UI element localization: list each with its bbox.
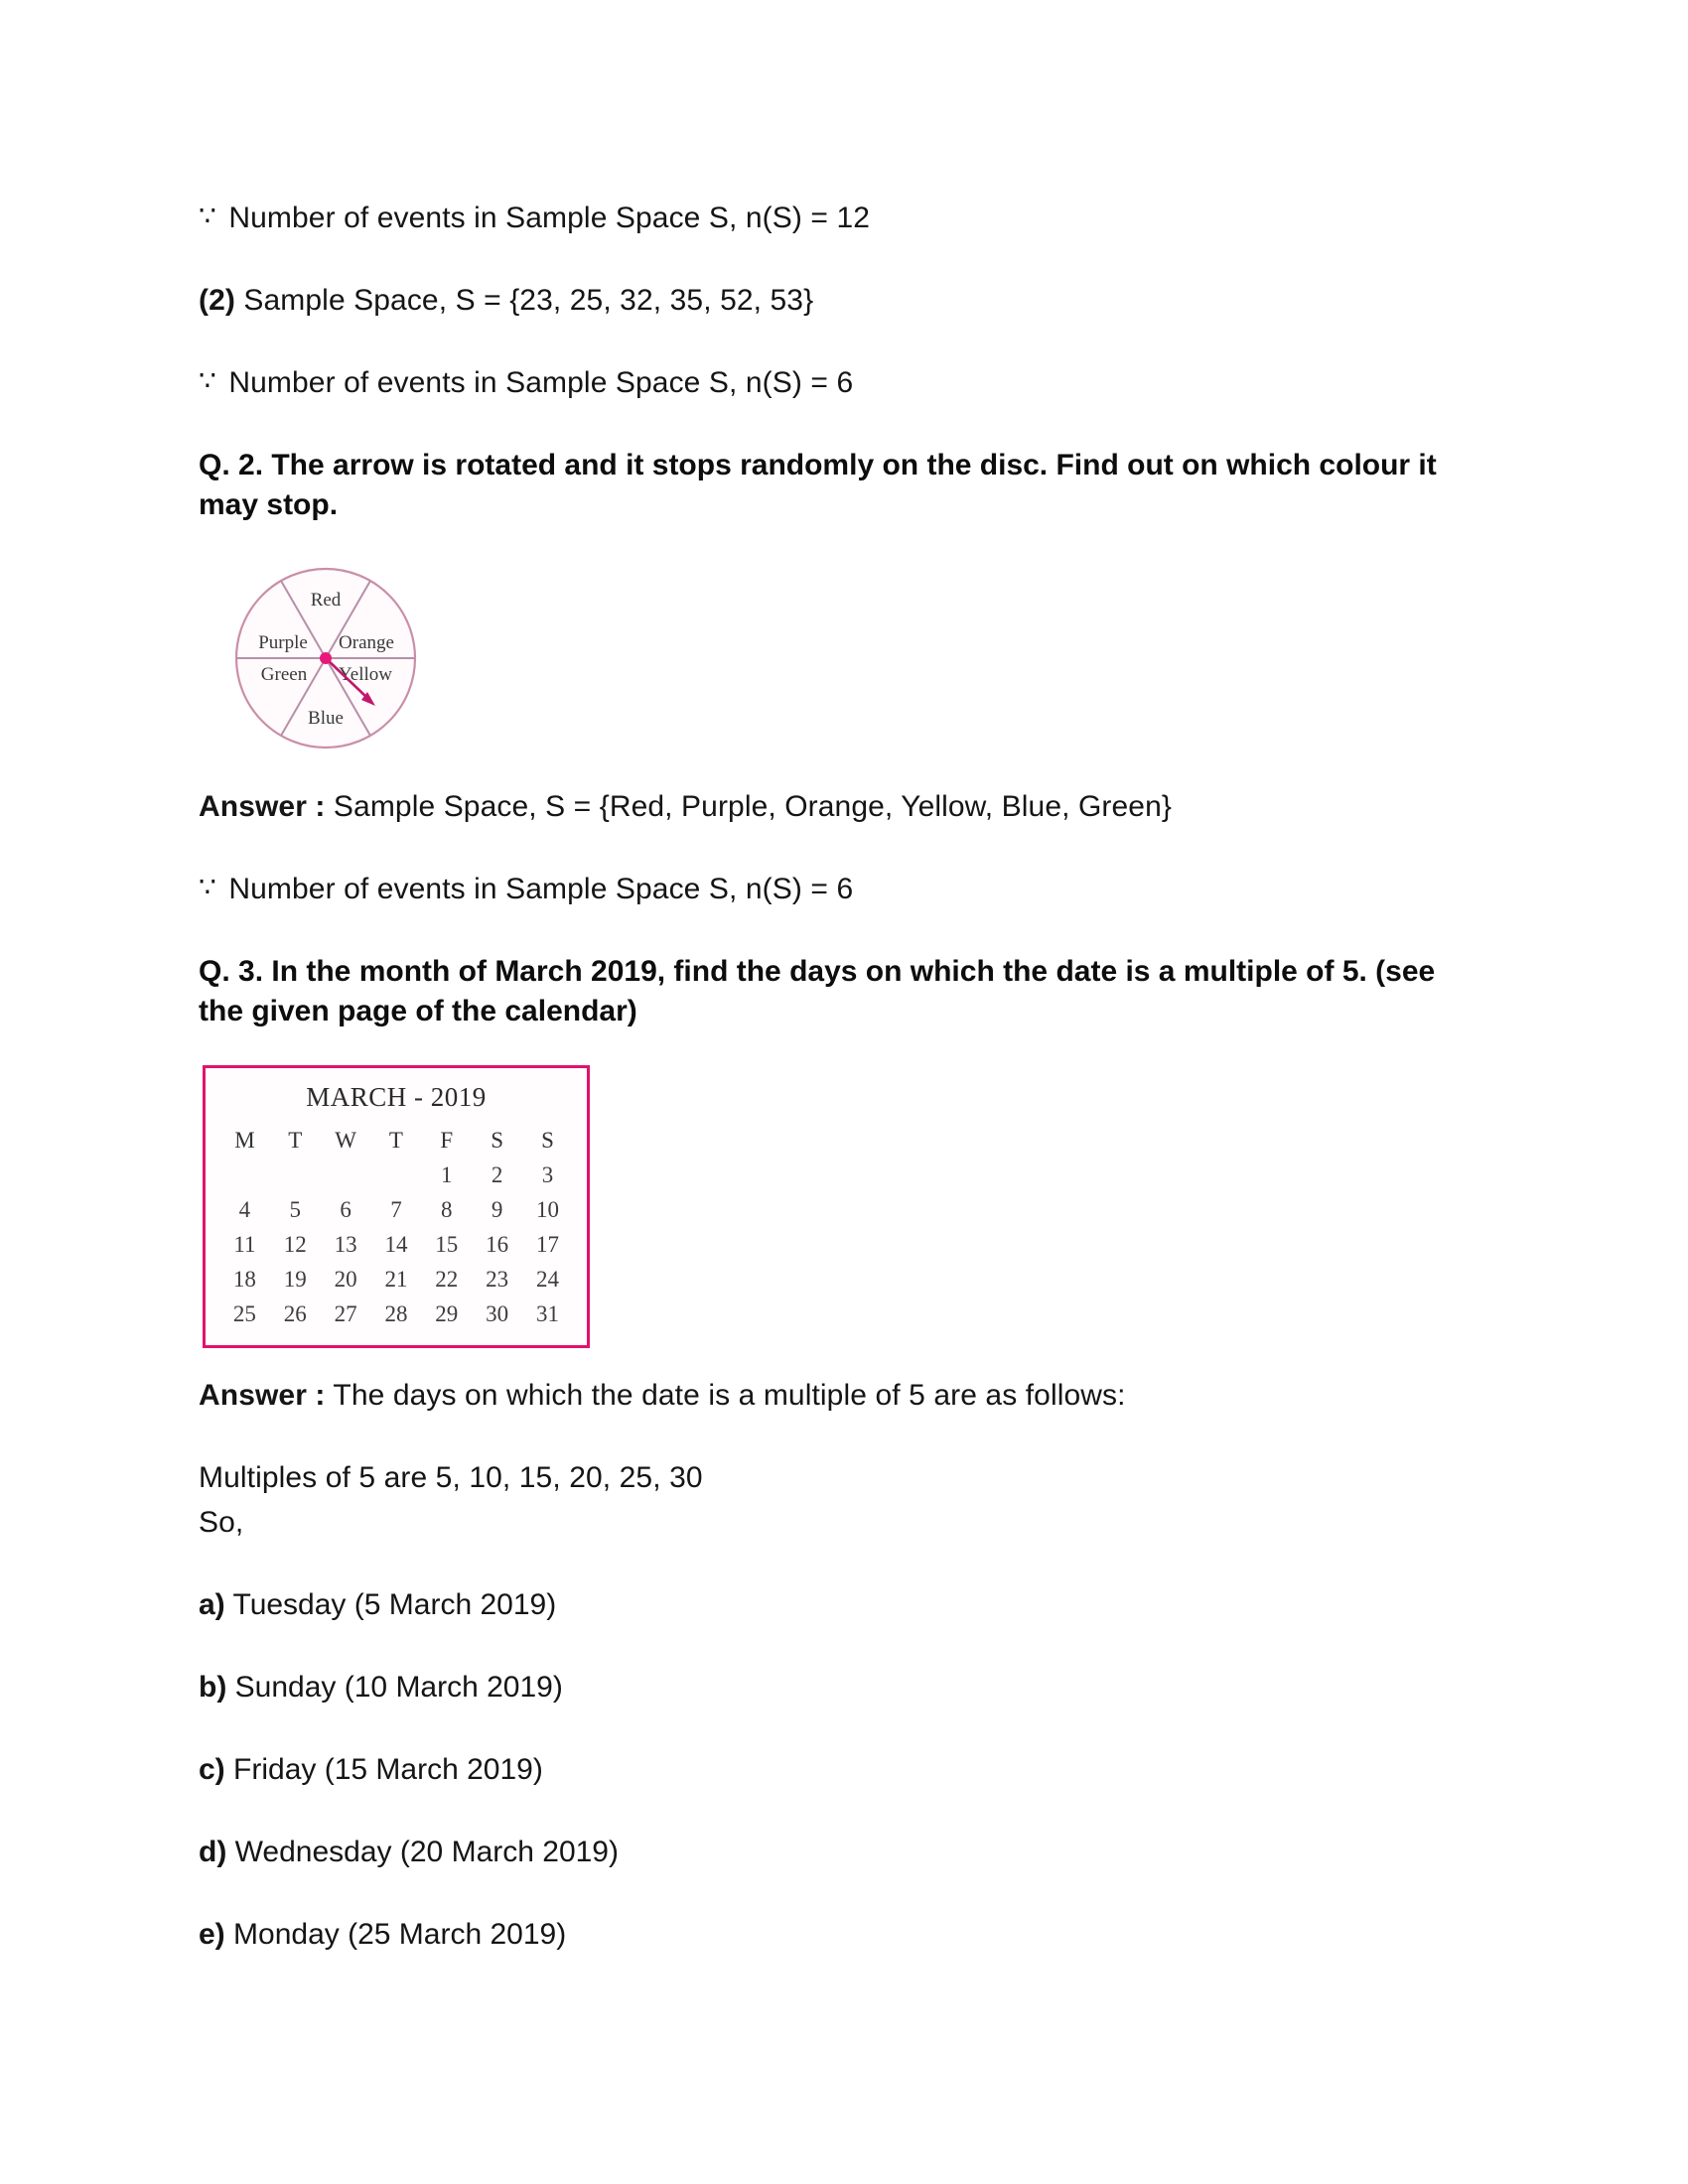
- page-content: [199, 199, 1479, 1997]
- spinner-label-blue: Blue: [308, 707, 344, 729]
- calendar-day-cell: 21: [384, 1266, 408, 1292]
- list-item: [199, 1833, 1479, 1871]
- calendar-week-row: [219, 1262, 573, 1297]
- list-marker: b): [199, 1670, 227, 1704]
- list-text: Monday (25 March 2019): [224, 1917, 567, 1951]
- calendar-day-cell: [219, 1158, 270, 1192]
- calendar-day-cell: 14: [384, 1231, 408, 1257]
- calendar-day-cell: 11: [233, 1231, 256, 1257]
- list-text: Friday (15 March 2019): [224, 1752, 543, 1786]
- question-3-heading: Q. 3. In the month of March 2019, find the days on which the date is a multiple of 5. (see the given page of the calendar): [199, 954, 1436, 1027]
- calendar-day-cell: 3: [541, 1161, 554, 1187]
- calendar-header-cell: T: [388, 1127, 403, 1153]
- spinner-label-yellow: Yellow: [338, 663, 393, 685]
- calendar-header-cell: T: [288, 1127, 303, 1153]
- spinner-label-purple: Purple: [258, 631, 308, 653]
- spinner-disc-svg: [226, 559, 425, 757]
- spinner-label-orange: Orange: [339, 631, 394, 653]
- multiples-line: Multiples of 5 are 5, 10, 15, 20, 25, 30: [199, 1460, 703, 1494]
- calendar-day-cell: 4: [238, 1196, 251, 1222]
- calendar-day-cell: 10: [536, 1196, 560, 1222]
- calendar-header-row: [219, 1123, 573, 1158]
- calendar-day-cell: 24: [536, 1266, 560, 1292]
- because-symbol: ∵: [199, 365, 216, 396]
- item-number: (2): [199, 284, 235, 317]
- so-line: So,: [199, 1505, 244, 1539]
- list-item: [199, 1668, 1479, 1706]
- list-text: Sunday (10 March 2019): [226, 1670, 563, 1704]
- calendar-day-cell: 2: [491, 1161, 503, 1187]
- calendar-title: MARCH - 2019: [306, 1081, 487, 1112]
- line-sample-space-count-6a: [199, 363, 1479, 402]
- calendar-day-cell: 17: [536, 1231, 560, 1257]
- question-3-answer: [199, 1376, 1479, 1415]
- calendar-day-cell: 22: [435, 1266, 459, 1292]
- calendar-week-row: [219, 1158, 573, 1192]
- spinner-disc-figure: [226, 559, 425, 767]
- line-text: Number of events in Sample Space S, n(S) = 12: [219, 202, 871, 234]
- answer-label: Answer :: [199, 789, 326, 823]
- calendar-day-cell: 16: [486, 1231, 509, 1257]
- spinner-label-red: Red: [310, 589, 342, 611]
- question-2-heading: Q. 2. The arrow is rotated and it stops randomly on the disc. Find out on which colour it may stop.: [199, 449, 1437, 521]
- spinner-label-green: Green: [260, 663, 308, 685]
- calendar-day-cell: 7: [390, 1196, 402, 1222]
- calendar-day-cell: 27: [334, 1300, 357, 1326]
- calendar-day-cell: 23: [486, 1266, 509, 1292]
- calendar-day-cell: 9: [491, 1196, 503, 1222]
- list-marker: c): [199, 1752, 225, 1786]
- calendar-week-row: [219, 1297, 573, 1331]
- answer-text: Sample Space, S = {Red, Purple, Orange, Yellow, Blue, Green}: [325, 789, 1172, 823]
- line-text: Sample Space, S = {23, 25, 32, 35, 52, 53}: [234, 284, 814, 317]
- calendar-week-row: [219, 1227, 573, 1262]
- calendar-day-cell: 8: [441, 1196, 453, 1222]
- answer-text: The days on which the date is a multiple of 5 are as follows:: [325, 1378, 1126, 1412]
- list-text: Tuesday (5 March 2019): [224, 1587, 557, 1621]
- calendar-day-cell: [270, 1158, 321, 1192]
- list-item: [199, 1585, 1479, 1624]
- calendar-day-cell: 6: [340, 1196, 352, 1222]
- calendar-day-cell: 12: [283, 1231, 307, 1257]
- calendar-day-cell: 13: [334, 1231, 357, 1257]
- calendar-day-cell: 25: [232, 1300, 256, 1326]
- calendar-header-cell: S: [541, 1127, 554, 1153]
- line-sample-space-count-6b: [199, 870, 1479, 908]
- calendar-header-cell: W: [335, 1127, 356, 1153]
- calendar-day-cell: [321, 1158, 371, 1192]
- calendar-header-cell: S: [491, 1127, 504, 1153]
- calendar-day-cell: 18: [232, 1266, 256, 1292]
- line-sample-space-count-12: [199, 199, 1479, 237]
- list-text: Wednesday (20 March 2019): [226, 1835, 619, 1868]
- because-symbol: ∵: [199, 871, 216, 902]
- calendar-day-cell: 28: [384, 1300, 408, 1326]
- march-2019-calendar: [203, 1065, 590, 1348]
- because-symbol: ∵: [199, 201, 216, 231]
- answer-label: Answer :: [199, 1378, 326, 1412]
- question-2-answer: [199, 787, 1479, 826]
- list-marker: d): [199, 1835, 227, 1868]
- list-item: [199, 1915, 1479, 1954]
- calendar-day-cell: 15: [435, 1231, 459, 1257]
- list-marker: a): [199, 1587, 225, 1621]
- calendar-day-cell: 5: [289, 1196, 302, 1222]
- line-sample-space-2: [199, 281, 1479, 320]
- list-marker: e): [199, 1917, 225, 1951]
- calendar-day-cell: 31: [536, 1300, 560, 1326]
- calendar-header-cell: M: [234, 1127, 255, 1153]
- calendar-day-cell: 30: [486, 1300, 509, 1326]
- calendar-day-cell: 20: [334, 1266, 357, 1292]
- spinner-pivot: [320, 652, 332, 664]
- list-item: [199, 1750, 1479, 1789]
- calendar-day-cell: 26: [283, 1300, 307, 1326]
- calendar-week-row: [219, 1192, 573, 1227]
- line-text: Number of events in Sample Space S, n(S) = 6: [219, 366, 854, 399]
- calendar-day-cell: 29: [435, 1300, 459, 1326]
- calendar-table: [219, 1123, 573, 1331]
- calendar-day-cell: 1: [441, 1161, 453, 1187]
- calendar-day-cell: 19: [283, 1266, 307, 1292]
- calendar-day-cell: [371, 1158, 422, 1192]
- calendar-header-cell: F: [440, 1127, 454, 1153]
- line-text: Number of events in Sample Space S, n(S) = 6: [219, 872, 854, 905]
